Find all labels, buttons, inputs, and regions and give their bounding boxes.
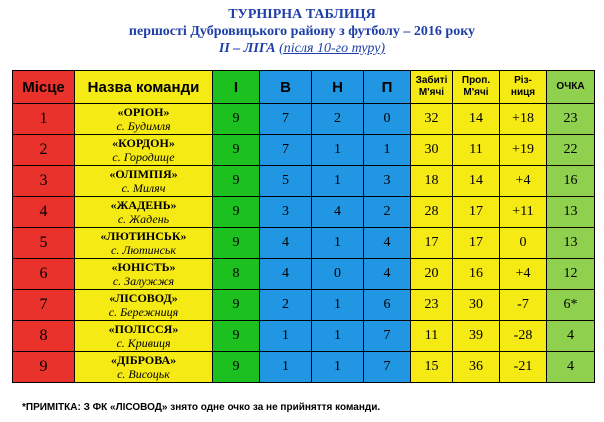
team-name: «ДІБРОВА»: [110, 353, 177, 367]
scored-cell: 18: [411, 166, 453, 197]
diff-cell: -28: [500, 321, 547, 352]
table-row: [13, 104, 595, 135]
team-name: «ЛІСОВОД»: [109, 291, 178, 305]
diff-cell: 0: [500, 228, 547, 259]
draws-cell: 0: [312, 259, 364, 290]
team-city: с. Лютинськ: [111, 243, 176, 257]
losses-cell: 2: [364, 197, 411, 228]
games-cell: 8: [213, 259, 260, 290]
place-cell: 3: [13, 166, 75, 197]
wins-cell: 3: [260, 197, 312, 228]
table-header: [0, 6, 604, 57]
team-name: «ЖАДЕНЬ»: [110, 198, 177, 212]
place-cell: 7: [13, 290, 75, 321]
scored-cell: 23: [411, 290, 453, 321]
draws-cell: 1: [312, 166, 364, 197]
diff-cell: +18: [500, 104, 547, 135]
place-cell: 2: [13, 135, 75, 166]
col-games: І: [213, 71, 260, 104]
points-cell: 4: [547, 321, 595, 352]
diff-cell: +19: [500, 135, 547, 166]
games-cell: 9: [213, 166, 260, 197]
col-scored: [411, 71, 453, 104]
table-row: [13, 290, 595, 321]
losses-cell: 4: [364, 228, 411, 259]
after-round-label: (після 10-го туру): [279, 41, 386, 56]
scored-cell: 30: [411, 135, 453, 166]
wins-cell: 4: [260, 228, 312, 259]
draws-cell: 1: [312, 321, 364, 352]
team-cell: [75, 290, 213, 321]
wins-cell: 1: [260, 352, 312, 383]
draws-cell: 4: [312, 197, 364, 228]
losses-cell: 4: [364, 259, 411, 290]
losses-cell: 7: [364, 321, 411, 352]
team-cell: [75, 104, 213, 135]
losses-cell: 1: [364, 135, 411, 166]
diff-cell: -21: [500, 352, 547, 383]
table-row: [13, 352, 595, 383]
team-city: с. Висоцьк: [117, 367, 170, 381]
col-conceded: [453, 71, 500, 104]
table-header-row: [13, 71, 595, 104]
place-cell: 4: [13, 197, 75, 228]
col-conceded-line2: М'ячі: [463, 87, 489, 98]
games-cell: 9: [213, 290, 260, 321]
col-scored-line2: М'ячі: [418, 87, 445, 98]
scored-cell: 17: [411, 228, 453, 259]
scored-cell: 28: [411, 197, 453, 228]
points-cell: 6*: [547, 290, 595, 321]
col-draws: Н: [312, 71, 364, 104]
team-name: «ОЛІМПІЯ»: [109, 167, 178, 181]
conceded-cell: 14: [453, 104, 500, 135]
scored-cell: 11: [411, 321, 453, 352]
place-cell: 1: [13, 104, 75, 135]
losses-cell: 0: [364, 104, 411, 135]
team-cell: [75, 228, 213, 259]
col-scored-line1: Забиті: [415, 75, 448, 86]
team-name: «ПОЛІССЯ»: [108, 322, 179, 336]
team-cell: [75, 259, 213, 290]
diff-cell: +4: [500, 259, 547, 290]
scored-cell: 32: [411, 104, 453, 135]
col-team: Назва команди: [75, 71, 213, 104]
col-diff-line1: Різ-: [514, 75, 532, 86]
team-name: «КОРДОН»: [112, 136, 175, 150]
wins-cell: 2: [260, 290, 312, 321]
conceded-cell: 11: [453, 135, 500, 166]
losses-cell: 3: [364, 166, 411, 197]
losses-cell: 6: [364, 290, 411, 321]
col-losses: П: [364, 71, 411, 104]
points-cell: 22: [547, 135, 595, 166]
team-name: «ЛЮТИНСЬК»: [100, 229, 187, 243]
team-cell: [75, 352, 213, 383]
wins-cell: 5: [260, 166, 312, 197]
conceded-cell: 39: [453, 321, 500, 352]
conceded-cell: 30: [453, 290, 500, 321]
games-cell: 9: [213, 321, 260, 352]
conceded-cell: 16: [453, 259, 500, 290]
team-city: с. Миляч: [121, 181, 166, 195]
league-line: [0, 40, 604, 57]
standings-table: [12, 70, 595, 383]
games-cell: 9: [213, 104, 260, 135]
table-row: [13, 197, 595, 228]
wins-cell: 7: [260, 135, 312, 166]
wins-cell: 1: [260, 321, 312, 352]
table-row: [13, 321, 595, 352]
points-cell: 16: [547, 166, 595, 197]
col-points: ОЧКА: [547, 71, 595, 104]
points-cell: 13: [547, 197, 595, 228]
footnote: *ПРИМІТКА: З ФК «ЛІСОВОД» знято одне очко за не прийняття команди.: [22, 402, 381, 413]
team-cell: [75, 135, 213, 166]
points-cell: 12: [547, 259, 595, 290]
team-city: с. Бережниця: [108, 305, 179, 319]
page-title: ТУРНІРНА ТАБЛИЦЯ: [228, 7, 376, 22]
draws-cell: 1: [312, 135, 364, 166]
wins-cell: 7: [260, 104, 312, 135]
team-city: с. Жадень: [117, 212, 170, 226]
table-row: [13, 135, 595, 166]
points-cell: 13: [547, 228, 595, 259]
games-cell: 9: [213, 135, 260, 166]
games-cell: 9: [213, 352, 260, 383]
team-city: с. Городище: [112, 150, 175, 164]
diff-cell: -7: [500, 290, 547, 321]
team-cell: [75, 321, 213, 352]
place-cell: 9: [13, 352, 75, 383]
conceded-cell: 17: [453, 197, 500, 228]
col-conceded-line1: Проп.: [461, 75, 491, 86]
col-diff: [500, 71, 547, 104]
table-row: [13, 259, 595, 290]
games-cell: 9: [213, 197, 260, 228]
games-cell: 9: [213, 228, 260, 259]
team-city: с. Кривиця: [116, 336, 171, 350]
col-diff-line2: ниця: [510, 87, 536, 98]
points-cell: 23: [547, 104, 595, 135]
team-cell: [75, 197, 213, 228]
table-row: [13, 228, 595, 259]
conceded-cell: 36: [453, 352, 500, 383]
page-subtitle: першості Дубровицького району з футболу – 2016 року: [128, 24, 476, 39]
team-name: «ОРІОН»: [117, 105, 170, 119]
col-place: Місце: [13, 71, 75, 104]
losses-cell: 7: [364, 352, 411, 383]
wins-cell: 4: [260, 259, 312, 290]
place-cell: 5: [13, 228, 75, 259]
team-name: «ЮНІСТЬ»: [111, 260, 176, 274]
draws-cell: 1: [312, 352, 364, 383]
place-cell: 8: [13, 321, 75, 352]
team-city: с. Будимля: [116, 119, 171, 133]
diff-cell: +11: [500, 197, 547, 228]
table-row: [13, 166, 595, 197]
points-cell: 4: [547, 352, 595, 383]
draws-cell: 1: [312, 290, 364, 321]
team-cell: [75, 166, 213, 197]
conceded-cell: 14: [453, 166, 500, 197]
scored-cell: 20: [411, 259, 453, 290]
place-cell: 6: [13, 259, 75, 290]
draws-cell: 1: [312, 228, 364, 259]
col-wins: В: [260, 71, 312, 104]
team-city: с. Залужжя: [112, 274, 175, 288]
league-label: ІІ – ЛІГА: [218, 41, 276, 56]
scored-cell: 15: [411, 352, 453, 383]
conceded-cell: 17: [453, 228, 500, 259]
draws-cell: 2: [312, 104, 364, 135]
diff-cell: +4: [500, 166, 547, 197]
